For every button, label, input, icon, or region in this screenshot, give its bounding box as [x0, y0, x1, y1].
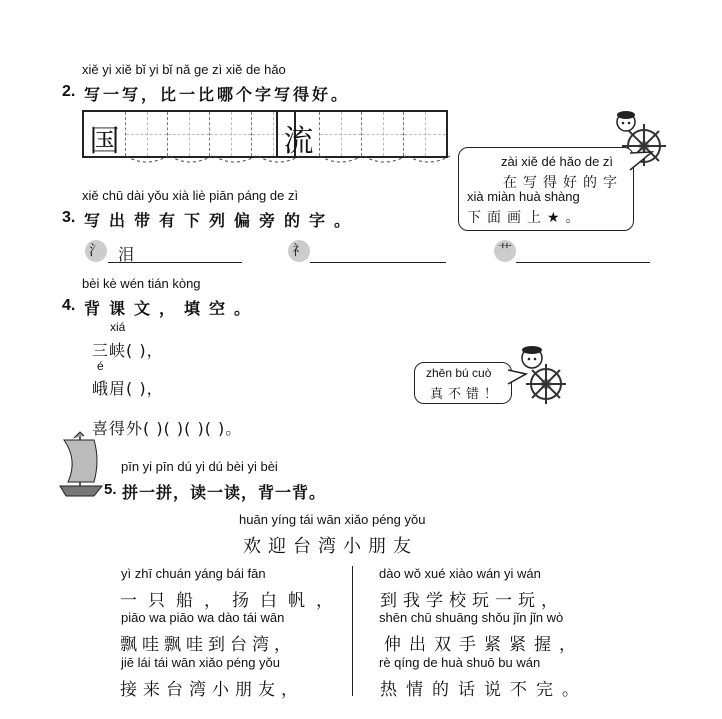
grid-cell[interactable] [362, 112, 404, 156]
bubble1-line2: 下面画上★。 [467, 210, 586, 226]
poem-right-line-2: 伸出双手紧紧握， [384, 635, 584, 655]
q2-pinyin: xiě yi xiě bǐ yi bǐ nǎ ge zì xiě de hǎo [82, 62, 286, 77]
grid-cell[interactable] [168, 112, 210, 156]
grid-cell[interactable] [320, 112, 362, 156]
blank-line-3[interactable]: 喜得外( )( )( )( )。 [92, 419, 243, 438]
q4-number: 4. [62, 297, 76, 314]
q5-instruction: 拼一拼，读一读，背一背。 [122, 483, 327, 502]
blank-line-1[interactable]: 三峡( )， [92, 341, 164, 360]
radical-spirit: 礻 [288, 240, 310, 262]
example-character: 泪 [118, 245, 138, 264]
poem-left-pinyin-3: jiē lái tái wān xiǎo péng yǒu [121, 655, 280, 670]
q3-number: 3. [62, 209, 76, 226]
q5-number: 5. [104, 481, 117, 498]
q4-instruction: 背课文，填空。 [84, 299, 260, 318]
bubble1-pinyin1: zài xiě dé hǎo de zì [501, 154, 614, 169]
q3-instruction: 写出带有下列偏旁的字。 [84, 211, 360, 230]
poem-right-line-1: 到我学校玩一玩， [380, 591, 564, 611]
poem-left-line-1: 一只船，扬白帆， [120, 591, 344, 611]
grid-cell [278, 112, 320, 159]
sailboat-icon [56, 430, 106, 500]
star-arc-guides [82, 154, 462, 170]
answer-line-water[interactable] [108, 262, 242, 263]
poem-left-line-2: 飘哇飘哇到台湾， [120, 635, 296, 655]
q2-instruction: 写一写，比一比哪个字写得好。 [84, 85, 351, 104]
e-pinyin: é [97, 359, 104, 373]
grid-cell [84, 112, 126, 159]
grid-cell[interactable] [126, 112, 168, 156]
poem-right-pinyin-1: dào wǒ xué xiào wán yi wán [379, 566, 541, 581]
grid-cell[interactable] [210, 112, 252, 156]
xia-pinyin: xiá [110, 320, 126, 334]
q3-pinyin: xiě chū dài yǒu xià liè piān páng de zì [82, 188, 299, 203]
poem-left-pinyin-2: piāo wa piāo wa dào tái wān [121, 610, 285, 625]
answer-line-spirit[interactable] [310, 262, 446, 263]
q4-pinyin: bèi kè wén tián kòng [82, 276, 201, 291]
blank-line-2[interactable]: 峨眉( )， [92, 379, 164, 398]
bubble-tail [628, 150, 654, 174]
hint-bubble [458, 147, 634, 231]
model-character: 流 [283, 124, 314, 159]
poem-title: 欢迎台湾小朋友 [243, 536, 418, 557]
poem-left-line-3: 接来台湾小朋友， [120, 680, 304, 700]
poem-right-pinyin-2: shēn chū shuāng shǒu jǐn jǐn wò [379, 610, 564, 625]
bubble2-pinyin: zhēn bú cuò [426, 366, 492, 380]
bubble1-line1: 在写得好的字 [503, 175, 623, 191]
poem-title-pinyin: huān yíng tái wān xiǎo péng yǒu [239, 512, 426, 527]
poem-left-pinyin-1: yì zhī chuán yáng bái fān [121, 566, 266, 581]
bubble2-text: 真不错！ [430, 387, 503, 402]
writing-grid-left[interactable] [82, 110, 296, 158]
grid-cell[interactable] [404, 112, 446, 156]
answer-line-grass[interactable] [516, 262, 650, 263]
poem-right-line-3: 热情的话说不完。 [380, 680, 588, 700]
radical-grass: 艹 [494, 240, 516, 262]
poem-divider [352, 566, 353, 696]
bubble1-pinyin2: xià miàn huà shàng [467, 189, 580, 204]
writing-grid-right[interactable] [276, 110, 448, 158]
radical-water: 氵 [85, 240, 107, 262]
model-character: 国 [89, 124, 120, 159]
q5-pinyin: pīn yi pīn dú yi dú bèi yi bèi [121, 459, 278, 474]
praise-bubble [414, 362, 512, 404]
q2-number: 2. [62, 83, 76, 100]
poem-right-pinyin-3: rè qíng de huà shuō bu wán [379, 655, 541, 670]
mascot-wheel-icon [510, 340, 566, 404]
